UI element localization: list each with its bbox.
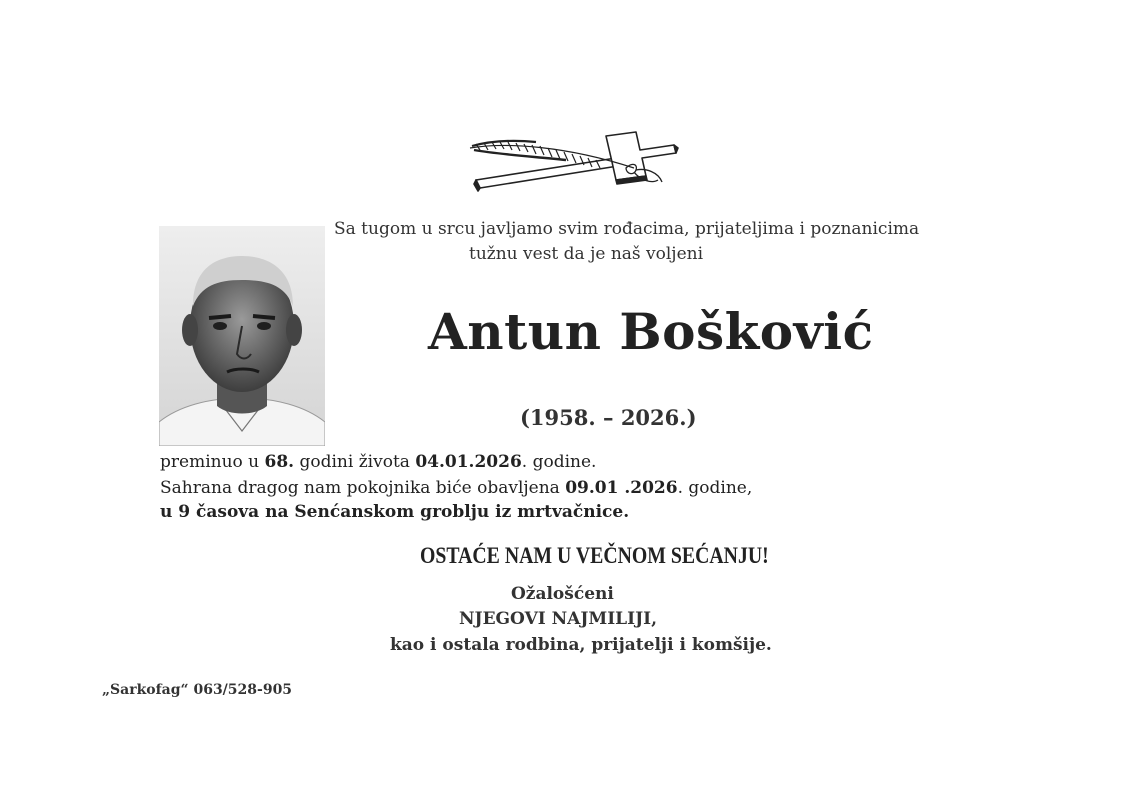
life-years: (1958. – 2026.) bbox=[520, 405, 697, 430]
death-info-line bbox=[160, 452, 596, 472]
deceased-name: Antun Bošković bbox=[428, 302, 874, 361]
funeral-info-line bbox=[160, 478, 752, 498]
intro-line-2: tužnu vest da je naš voljeni bbox=[469, 244, 704, 264]
death-info-text-b: godini života bbox=[294, 452, 416, 472]
cross-palm-icon bbox=[466, 128, 682, 192]
deceased-portrait bbox=[159, 226, 325, 446]
funeral-home-contact: „Sarkofag“ 063/528-905 bbox=[102, 682, 293, 698]
remembrance-slogan: OSTAĆE NAM U VEČNOM SEĆANJU! bbox=[420, 543, 769, 568]
funeral-time-place: u 9 časova na Senćanskom groblju iz mrtvačnice. bbox=[160, 502, 630, 522]
funeral-info-text-a: Sahrana dragog nam pokojnika biće obavljena bbox=[160, 478, 566, 498]
intro-line-1: Sa tugom u srcu javljamo svim rođacima, prijateljima i poznanicima bbox=[334, 219, 920, 239]
signature-family: NJEGOVI NAJMILIJI, bbox=[459, 609, 657, 629]
death-info-text-a: preminuo u bbox=[160, 452, 265, 472]
signature-relatives: kao i ostala rodbina, prijatelji i komšije. bbox=[390, 635, 772, 655]
signature-mourners: Ožalošćeni bbox=[511, 584, 614, 604]
death-info-text-c: . godine. bbox=[521, 452, 597, 472]
death-age: 68. bbox=[264, 452, 295, 472]
death-date: 04.01.2026 bbox=[415, 452, 522, 472]
funeral-date: 09.01 .2026 bbox=[565, 478, 678, 498]
funeral-info-text-b: . godine, bbox=[677, 478, 753, 498]
